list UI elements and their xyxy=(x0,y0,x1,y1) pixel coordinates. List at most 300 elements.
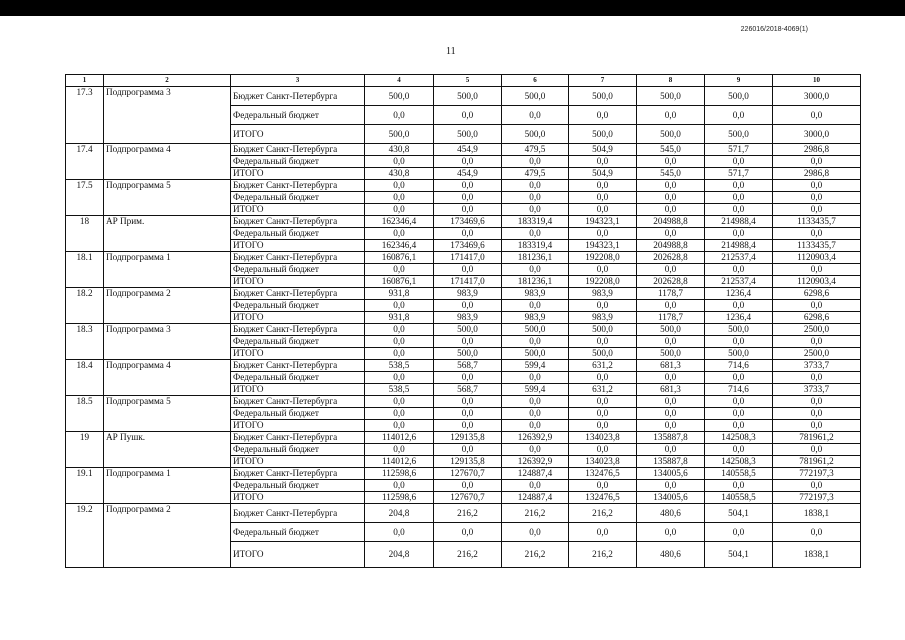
table-row xyxy=(66,360,861,372)
year-value: 500,0 xyxy=(637,324,705,336)
year-value: 545,0 xyxy=(637,144,705,156)
funding-source: Бюджет Санкт-Петербурга xyxy=(231,504,365,523)
year-value: 216,2 xyxy=(434,504,502,523)
year-value: 0,0 xyxy=(637,396,705,408)
funding-source: ИТОГО xyxy=(231,276,365,288)
year-value: 500,0 xyxy=(365,125,434,144)
year-value: 0,0 xyxy=(434,444,502,456)
year-value: 140558,5 xyxy=(705,492,773,504)
year-value: 0,0 xyxy=(569,106,637,125)
total-value: 1120903,4 xyxy=(773,252,861,264)
year-value: 1236,4 xyxy=(705,312,773,324)
total-value: 772197,3 xyxy=(773,492,861,504)
year-value: 162346,4 xyxy=(365,240,434,252)
table-row xyxy=(66,216,861,228)
year-value: 631,2 xyxy=(569,384,637,396)
year-value: 134023,8 xyxy=(569,456,637,468)
year-value: 212537,4 xyxy=(705,252,773,264)
total-value: 0,0 xyxy=(773,523,861,542)
year-value: 0,0 xyxy=(434,300,502,312)
year-value: 124887,4 xyxy=(502,468,569,480)
funding-source: Федеральный бюджет xyxy=(231,228,365,240)
year-value: 0,0 xyxy=(637,106,705,125)
column-number: 4 xyxy=(365,75,434,87)
program-name: Подпрограмма 3 xyxy=(104,324,231,360)
year-value: 112598,6 xyxy=(365,492,434,504)
total-value: 0,0 xyxy=(773,106,861,125)
funding-source: Федеральный бюджет xyxy=(231,156,365,168)
column-number: 5 xyxy=(434,75,502,87)
funding-source: Бюджет Санкт-Петербурга xyxy=(231,87,365,106)
year-value: 538,5 xyxy=(365,360,434,372)
funding-source: Федеральный бюджет xyxy=(231,523,365,542)
year-value: 500,0 xyxy=(434,324,502,336)
funding-source: ИТОГО xyxy=(231,384,365,396)
year-value: 0,0 xyxy=(569,480,637,492)
year-value: 500,0 xyxy=(705,348,773,360)
year-value: 0,0 xyxy=(434,192,502,204)
funding-source: Бюджет Санкт-Петербурга xyxy=(231,396,365,408)
year-value: 0,0 xyxy=(434,180,502,192)
year-value: 0,0 xyxy=(502,408,569,420)
column-number: 10 xyxy=(773,75,861,87)
funding-source: Бюджет Санкт-Петербурга xyxy=(231,432,365,444)
column-number: 9 xyxy=(705,75,773,87)
year-value: 173469,6 xyxy=(434,240,502,252)
scan-top-border xyxy=(0,0,905,16)
year-value: 500,0 xyxy=(502,87,569,106)
year-value: 0,0 xyxy=(569,204,637,216)
year-value: 983,9 xyxy=(434,312,502,324)
column-number-row xyxy=(66,75,861,87)
year-value: 0,0 xyxy=(705,444,773,456)
year-value: 500,0 xyxy=(434,87,502,106)
year-value: 480,6 xyxy=(637,504,705,523)
year-value: 0,0 xyxy=(365,106,434,125)
year-value: 0,0 xyxy=(705,420,773,432)
funding-source: Федеральный бюджет xyxy=(231,372,365,384)
year-value: 114012,6 xyxy=(365,456,434,468)
year-value: 192208,0 xyxy=(569,252,637,264)
total-value: 1838,1 xyxy=(773,542,861,568)
year-value: 134023,8 xyxy=(569,432,637,444)
year-value: 480,6 xyxy=(637,542,705,568)
row-code: 18 xyxy=(66,216,104,252)
year-value: 171417,0 xyxy=(434,276,502,288)
funding-source: Федеральный бюджет xyxy=(231,106,365,125)
program-name: Подпрограмма 2 xyxy=(104,288,231,324)
year-value: 142508,3 xyxy=(705,432,773,444)
page-number: 11 xyxy=(446,46,456,57)
year-value: 0,0 xyxy=(502,264,569,276)
table-row xyxy=(66,468,861,480)
year-value: 0,0 xyxy=(705,192,773,204)
year-value: 112598,6 xyxy=(365,468,434,480)
year-value: 0,0 xyxy=(637,300,705,312)
year-value: 0,0 xyxy=(502,192,569,204)
year-value: 216,2 xyxy=(569,542,637,568)
year-value: 500,0 xyxy=(502,348,569,360)
year-value: 129135,8 xyxy=(434,432,502,444)
year-value: 129135,8 xyxy=(434,456,502,468)
year-value: 0,0 xyxy=(365,192,434,204)
year-value: 500,0 xyxy=(637,348,705,360)
total-value: 0,0 xyxy=(773,264,861,276)
year-value: 568,7 xyxy=(434,360,502,372)
program-name: Подпрограмма 3 xyxy=(104,87,231,144)
total-value: 0,0 xyxy=(773,420,861,432)
total-value: 2986,8 xyxy=(773,144,861,156)
year-value: 500,0 xyxy=(434,348,502,360)
funding-source: ИТОГО xyxy=(231,492,365,504)
total-value: 0,0 xyxy=(773,156,861,168)
year-value: 0,0 xyxy=(365,180,434,192)
year-value: 216,2 xyxy=(434,542,502,568)
year-value: 0,0 xyxy=(569,523,637,542)
year-value: 504,1 xyxy=(705,542,773,568)
year-value: 0,0 xyxy=(365,408,434,420)
year-value: 0,0 xyxy=(434,523,502,542)
year-value: 135887,8 xyxy=(637,432,705,444)
budget-table xyxy=(65,74,861,568)
year-value: 479,5 xyxy=(502,144,569,156)
year-value: 0,0 xyxy=(365,523,434,542)
total-value: 0,0 xyxy=(773,372,861,384)
year-value: 0,0 xyxy=(705,180,773,192)
year-value: 0,0 xyxy=(569,300,637,312)
year-value: 983,9 xyxy=(434,288,502,300)
year-value: 0,0 xyxy=(434,106,502,125)
column-number: 6 xyxy=(502,75,569,87)
year-value: 500,0 xyxy=(705,324,773,336)
year-value: 0,0 xyxy=(502,106,569,125)
program-name: АР Пушк. xyxy=(104,432,231,468)
funding-source: ИТОГО xyxy=(231,348,365,360)
year-value: 160876,1 xyxy=(365,276,434,288)
year-value: 454,9 xyxy=(434,168,502,180)
year-value: 0,0 xyxy=(502,480,569,492)
year-value: 0,0 xyxy=(637,264,705,276)
year-value: 0,0 xyxy=(365,228,434,240)
year-value: 504,1 xyxy=(705,504,773,523)
funding-source: ИТОГО xyxy=(231,204,365,216)
year-value: 631,2 xyxy=(569,360,637,372)
total-value: 2986,8 xyxy=(773,168,861,180)
year-value: 681,3 xyxy=(637,384,705,396)
year-value: 0,0 xyxy=(502,336,569,348)
year-value: 134005,6 xyxy=(637,468,705,480)
year-value: 181236,1 xyxy=(502,252,569,264)
year-value: 0,0 xyxy=(365,372,434,384)
year-value: 216,2 xyxy=(502,504,569,523)
year-value: 0,0 xyxy=(705,300,773,312)
total-value: 3000,0 xyxy=(773,87,861,106)
year-value: 0,0 xyxy=(637,372,705,384)
year-value: 0,0 xyxy=(365,156,434,168)
total-value: 3000,0 xyxy=(773,125,861,144)
funding-source: Федеральный бюджет xyxy=(231,264,365,276)
total-value: 772197,3 xyxy=(773,468,861,480)
year-value: 0,0 xyxy=(637,192,705,204)
total-value: 3733,7 xyxy=(773,384,861,396)
funding-source: Федеральный бюджет xyxy=(231,408,365,420)
year-value: 192208,0 xyxy=(569,276,637,288)
funding-source: Бюджет Санкт-Петербурга xyxy=(231,360,365,372)
year-value: 0,0 xyxy=(502,156,569,168)
year-value: 0,0 xyxy=(365,348,434,360)
year-value: 0,0 xyxy=(705,264,773,276)
row-code: 18.2 xyxy=(66,288,104,324)
total-value: 0,0 xyxy=(773,228,861,240)
year-value: 0,0 xyxy=(569,192,637,204)
program-name: Подпрограмма 4 xyxy=(104,360,231,396)
column-number: 1 xyxy=(66,75,104,87)
year-value: 568,7 xyxy=(434,384,502,396)
year-value: 173469,6 xyxy=(434,216,502,228)
year-value: 171417,0 xyxy=(434,252,502,264)
year-value: 0,0 xyxy=(705,523,773,542)
year-value: 0,0 xyxy=(365,396,434,408)
year-value: 204,8 xyxy=(365,542,434,568)
total-value: 0,0 xyxy=(773,480,861,492)
year-value: 0,0 xyxy=(434,204,502,216)
total-value: 1133435,7 xyxy=(773,240,861,252)
year-value: 0,0 xyxy=(637,228,705,240)
year-value: 0,0 xyxy=(637,204,705,216)
year-value: 479,5 xyxy=(502,168,569,180)
total-value: 781961,2 xyxy=(773,432,861,444)
table-row xyxy=(66,324,861,336)
year-value: 0,0 xyxy=(365,444,434,456)
year-value: 500,0 xyxy=(569,324,637,336)
table-row xyxy=(66,288,861,300)
year-value: 1178,7 xyxy=(637,288,705,300)
row-code: 19.1 xyxy=(66,468,104,504)
year-value: 216,2 xyxy=(569,504,637,523)
year-value: 504,9 xyxy=(569,144,637,156)
funding-source: ИТОГО xyxy=(231,542,365,568)
funding-source: Бюджет Санкт-Петербурга xyxy=(231,180,365,192)
year-value: 599,4 xyxy=(502,360,569,372)
funding-source: Бюджет Санкт-Петербурга xyxy=(231,324,365,336)
year-value: 0,0 xyxy=(569,156,637,168)
year-value: 0,0 xyxy=(637,336,705,348)
total-value: 0,0 xyxy=(773,396,861,408)
year-value: 0,0 xyxy=(637,523,705,542)
year-value: 0,0 xyxy=(434,156,502,168)
row-code: 19 xyxy=(66,432,104,468)
year-value: 0,0 xyxy=(502,372,569,384)
year-value: 983,9 xyxy=(502,288,569,300)
year-value: 0,0 xyxy=(569,264,637,276)
year-value: 212537,4 xyxy=(705,276,773,288)
funding-source: Бюджет Санкт-Петербурга xyxy=(231,252,365,264)
funding-source: Федеральный бюджет xyxy=(231,480,365,492)
year-value: 500,0 xyxy=(502,324,569,336)
year-value: 0,0 xyxy=(365,480,434,492)
year-value: 126392,9 xyxy=(502,456,569,468)
year-value: 132476,5 xyxy=(569,492,637,504)
year-value: 183319,4 xyxy=(502,240,569,252)
year-value: 0,0 xyxy=(705,156,773,168)
funding-source: Бюджет Санкт-Петербурга xyxy=(231,288,365,300)
year-value: 500,0 xyxy=(502,125,569,144)
year-value: 571,7 xyxy=(705,168,773,180)
year-value: 538,5 xyxy=(365,384,434,396)
year-value: 0,0 xyxy=(365,420,434,432)
year-value: 0,0 xyxy=(705,228,773,240)
year-value: 126392,9 xyxy=(502,432,569,444)
year-value: 681,3 xyxy=(637,360,705,372)
total-value: 2500,0 xyxy=(773,348,861,360)
year-value: 134005,6 xyxy=(637,492,705,504)
year-value: 0,0 xyxy=(502,444,569,456)
year-value: 181236,1 xyxy=(502,276,569,288)
year-value: 142508,3 xyxy=(705,456,773,468)
year-value: 140558,5 xyxy=(705,468,773,480)
row-code: 18.4 xyxy=(66,360,104,396)
year-value: 204988,8 xyxy=(637,240,705,252)
year-value: 0,0 xyxy=(365,300,434,312)
table-row xyxy=(66,144,861,156)
year-value: 0,0 xyxy=(502,396,569,408)
year-value: 135887,8 xyxy=(637,456,705,468)
year-value: 0,0 xyxy=(705,396,773,408)
total-value: 781961,2 xyxy=(773,456,861,468)
year-value: 0,0 xyxy=(502,523,569,542)
funding-source: Бюджет Санкт-Петербурга xyxy=(231,216,365,228)
year-value: 599,4 xyxy=(502,384,569,396)
year-value: 454,9 xyxy=(434,144,502,156)
year-value: 0,0 xyxy=(502,204,569,216)
year-value: 204988,8 xyxy=(637,216,705,228)
year-value: 714,6 xyxy=(705,384,773,396)
column-number: 3 xyxy=(231,75,365,87)
year-value: 127670,7 xyxy=(434,468,502,480)
year-value: 0,0 xyxy=(365,336,434,348)
year-value: 0,0 xyxy=(569,444,637,456)
year-value: 0,0 xyxy=(705,106,773,125)
row-code: 18.1 xyxy=(66,252,104,288)
year-value: 500,0 xyxy=(637,87,705,106)
year-value: 931,8 xyxy=(365,288,434,300)
year-value: 500,0 xyxy=(569,87,637,106)
year-value: 1236,4 xyxy=(705,288,773,300)
year-value: 0,0 xyxy=(705,408,773,420)
year-value: 127670,7 xyxy=(434,492,502,504)
year-value: 0,0 xyxy=(705,336,773,348)
row-code: 18.3 xyxy=(66,324,104,360)
year-value: 0,0 xyxy=(365,264,434,276)
year-value: 204,8 xyxy=(365,504,434,523)
column-number: 7 xyxy=(569,75,637,87)
year-value: 931,8 xyxy=(365,312,434,324)
program-name: Подпрограмма 1 xyxy=(104,252,231,288)
year-value: 0,0 xyxy=(502,228,569,240)
funding-source: Бюджет Санкт-Петербурга xyxy=(231,468,365,480)
document-stamp: 226016/2018-4069(1) xyxy=(740,26,808,33)
year-value: 0,0 xyxy=(434,408,502,420)
year-value: 0,0 xyxy=(434,264,502,276)
year-value: 0,0 xyxy=(637,480,705,492)
program-name: Подпрограмма 5 xyxy=(104,396,231,432)
total-value: 1133435,7 xyxy=(773,216,861,228)
total-value: 0,0 xyxy=(773,192,861,204)
funding-source: Федеральный бюджет xyxy=(231,336,365,348)
year-value: 500,0 xyxy=(705,87,773,106)
year-value: 0,0 xyxy=(365,324,434,336)
year-value: 202628,8 xyxy=(637,276,705,288)
row-code: 17.4 xyxy=(66,144,104,180)
table-row xyxy=(66,504,861,523)
column-number: 8 xyxy=(637,75,705,87)
year-value: 571,7 xyxy=(705,144,773,156)
program-name: АР Прим. xyxy=(104,216,231,252)
total-value: 2500,0 xyxy=(773,324,861,336)
total-value: 0,0 xyxy=(773,444,861,456)
program-name: Подпрограмма 5 xyxy=(104,180,231,216)
year-value: 0,0 xyxy=(637,444,705,456)
column-number: 2 xyxy=(104,75,231,87)
total-value: 6298,6 xyxy=(773,288,861,300)
program-name: Подпрограмма 4 xyxy=(104,144,231,180)
year-value: 0,0 xyxy=(434,420,502,432)
year-value: 983,9 xyxy=(569,312,637,324)
year-value: 500,0 xyxy=(637,125,705,144)
funding-source: ИТОГО xyxy=(231,168,365,180)
year-value: 430,8 xyxy=(365,144,434,156)
year-value: 0,0 xyxy=(637,180,705,192)
year-value: 545,0 xyxy=(637,168,705,180)
year-value: 214988,4 xyxy=(705,240,773,252)
row-code: 18.5 xyxy=(66,396,104,432)
year-value: 0,0 xyxy=(569,420,637,432)
year-value: 0,0 xyxy=(705,480,773,492)
year-value: 194323,1 xyxy=(569,240,637,252)
year-value: 0,0 xyxy=(569,336,637,348)
year-value: 500,0 xyxy=(569,348,637,360)
funding-source: ИТОГО xyxy=(231,125,365,144)
year-value: 0,0 xyxy=(502,420,569,432)
program-name: Подпрограмма 2 xyxy=(104,504,231,568)
year-value: 0,0 xyxy=(434,228,502,240)
funding-source: ИТОГО xyxy=(231,456,365,468)
year-value: 216,2 xyxy=(502,542,569,568)
funding-source: ИТОГО xyxy=(231,240,365,252)
year-value: 202628,8 xyxy=(637,252,705,264)
total-value: 3733,7 xyxy=(773,360,861,372)
year-value: 430,8 xyxy=(365,168,434,180)
funding-source: ИТОГО xyxy=(231,420,365,432)
funding-source: Федеральный бюджет xyxy=(231,192,365,204)
year-value: 114012,6 xyxy=(365,432,434,444)
funding-source: Федеральный бюджет xyxy=(231,300,365,312)
total-value: 0,0 xyxy=(773,408,861,420)
year-value: 1178,7 xyxy=(637,312,705,324)
table-row xyxy=(66,252,861,264)
table-row xyxy=(66,396,861,408)
row-code: 19.2 xyxy=(66,504,104,568)
funding-source: Бюджет Санкт-Петербурга xyxy=(231,144,365,156)
total-value: 0,0 xyxy=(773,336,861,348)
year-value: 714,6 xyxy=(705,360,773,372)
total-value: 0,0 xyxy=(773,204,861,216)
year-value: 0,0 xyxy=(569,372,637,384)
row-code: 17.3 xyxy=(66,87,104,144)
year-value: 0,0 xyxy=(705,372,773,384)
total-value: 1838,1 xyxy=(773,504,861,523)
year-value: 0,0 xyxy=(502,300,569,312)
